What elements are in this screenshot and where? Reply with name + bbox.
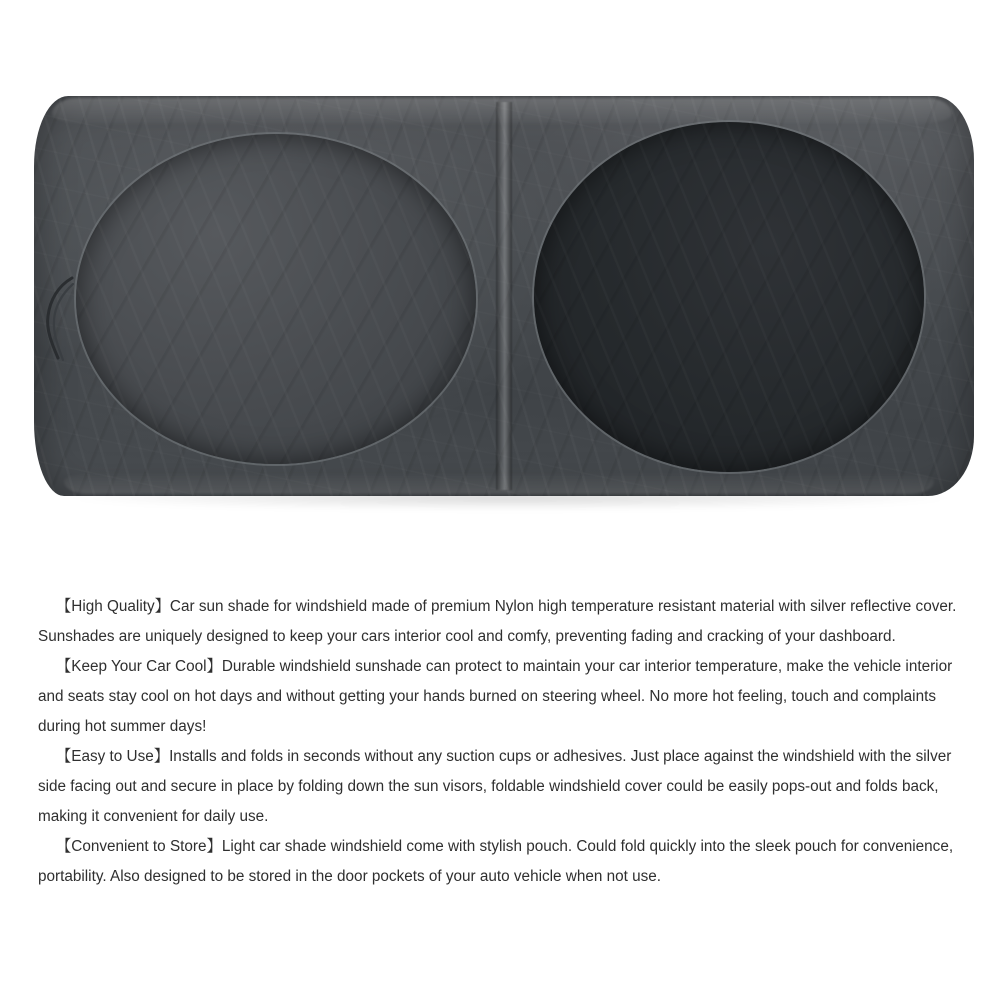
description-paragraph-1 [38,592,964,652]
left-ring-panel [76,134,476,464]
feature-text-2: Durable windshield sunshade can protect to maintain your car interior temperature, make the vehicle interior and seats stay cool on hot days and without getting your hands burned on steering wheel. No more hot feeling, touch and complaints during hot summer days! [38,658,953,735]
right-ring-panel [534,122,924,472]
right-ring-texture [534,122,924,472]
product-description [0,592,1002,892]
description-paragraph-4 [38,832,964,892]
left-ring-texture [76,134,476,464]
description-paragraph-2 [38,652,964,742]
description-paragraph-3 [38,742,964,832]
feature-lead-1: 【High Quality】 [56,598,170,615]
feature-lead-4: 【Convenient to Store】 [56,838,222,855]
feature-lead-3: 【Easy to Use】 [56,748,170,765]
feature-text-3: Installs and folds in seconds without any suction cups or adhesives. Just place against the windshield with the silver side facing out and secure in place by folding down the sun visors, foldable windshield cover could be easily pops-out and folds back, making it convenient for daily use. [38,748,952,825]
drawstring-tie [42,274,76,364]
center-fold-seam [496,102,512,490]
feature-text-4: Light car shade windshield come with stylish pouch. Could fold quickly into the sleek pouch for convenience, portability. Also designed to be stored in the door pockets of your auto vehicle when not use. [38,838,954,885]
feature-lead-2: 【Keep Your Car Cool】 [56,658,222,675]
feature-text-1: Car sun shade for windshield made of premium Nylon high temperature resistant material with silver reflective cover. Sunshades are uniquely designed to keep your cars interior cool and comfy, preventing fading and cracking of your dashboard. [38,598,957,645]
sun-shade-product [34,96,974,496]
